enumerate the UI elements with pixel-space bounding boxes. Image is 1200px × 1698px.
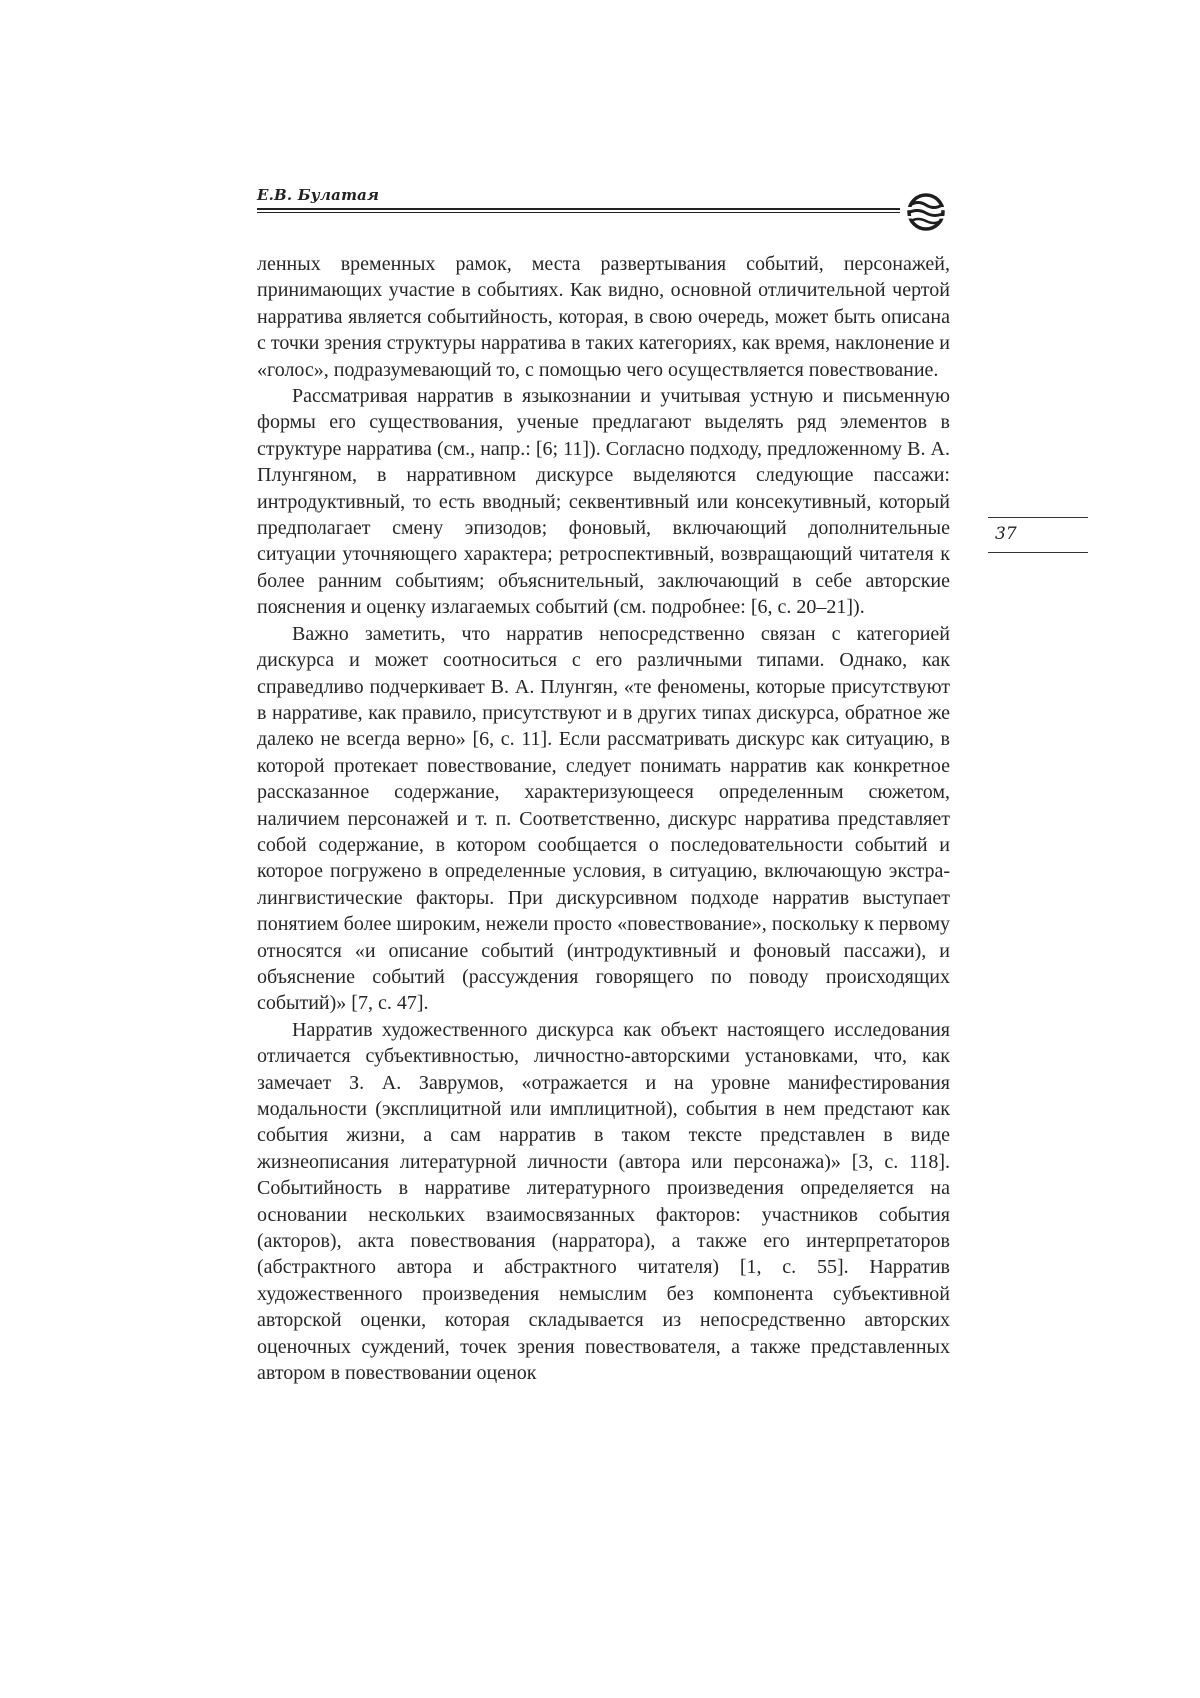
- page-number: 37: [995, 524, 1017, 544]
- paragraph-4: Нарратив художественного дискурса как объект настоящего исследования отличается субъективностью, личностно-авторскими установками, что, как замечает З. А. Заврумов, «отражается и на уровне манифестирования модальности (эксплицитной или имплицитной), события в нем предстают как события жизни, а сам нарратив в таком тексте представлен в виде жизнеописания литературной личности (автора или персонажа)» [3, с. 118]. Событийность в нарративе литературного произведения определяется на основании нескольких взаимосвязанных факторов: участников события (акторов), акта повествования (нарратора), а также его интерпретаторов (абстрактного автора и абстрактного читателя) [1, с. 55]. Нарратив художественного произведения немыслим без компонента субъективной авторской оценки, которая складывается из непосредственно авторских оценочных суждений, точек зрения повествователя, а также представленных автором в повествовании оценок: [257, 1018, 950, 1385]
- paragraph-3: Важно заметить, что нарратив непосредственно связан с категорией дискурса и может соотноситься с его различными типами. Однако, как справедливо подчеркивает В. А. Плунгян, «те феномены, которые присутствуют в нарративе, как правило, присутствуют и в других типах дискурса, обратное же далеко не всегда верно» [6, с. 11]. Если рассматривать дискурс как ситуацию, в которой протекает повествование, следует понимать нарратив как конкретное рассказанное содержание, характеризующееся определенным сюжетом, наличием персонажей и т. п. Соответственно, дискурс нарратива представляет собой содержание, в котором сообщается о последовательности событий и которое погружено в определенные условия, в ситуацию, включающую экстралингвистические факторы. При дискурсивном подходе нарратив выступает понятием более широким, нежели просто «повествование», поскольку к первому относятся «и описание событий (интродуктивный и фоновый пассажи), и объяснение событий (рассуждения говорящего по поводу происходящих событий)» [7, с. 47].: [257, 622, 950, 1015]
- paragraph-2: Рассматривая нарратив в языкознании и учитывая устную и письменную формы его существования, ученые предлагают выделять ряд элементов в структуре нарратива (см., напр.: [6; 11]). Согласно подходу, предложенному В. А. Плунгяном, в нарративном дискурсе выделяются следующие пассажи: интродуктивный, то есть вводный; секвентивный или консекутивный, который предполагает смену эпизодов; фоновый, включающий дополнительные ситуации уточняющего характера; ретроспективный, возвращающий читателя к более ранним событиям; объяснительный, заключающий в себе авторские пояснения и оценку излагаемых событий (см. подробнее: [6, с. 20–21]).: [257, 385, 950, 619]
- running-header-author: Е.В. Булатая: [257, 186, 380, 204]
- header-rule-thin: [257, 212, 900, 213]
- article-body: [257, 251, 950, 1386]
- header-rule: [257, 208, 900, 210]
- paragraph-1: ленных временных рамок, места развертывания событий, персонажей, принимающих участие в событиях. Как видно, основной отличительной чертой нарратива является событийность, которая, в свою очередь, может быть описана с точки зрения структуры нарратива в таких категориях, как время, наклонение и «голос», подразумевающий то, с помощью чего осуществляется повествование.: [257, 253, 950, 381]
- journal-wave-emblem-icon: [903, 192, 949, 232]
- margin-page-number-box: [988, 517, 1088, 553]
